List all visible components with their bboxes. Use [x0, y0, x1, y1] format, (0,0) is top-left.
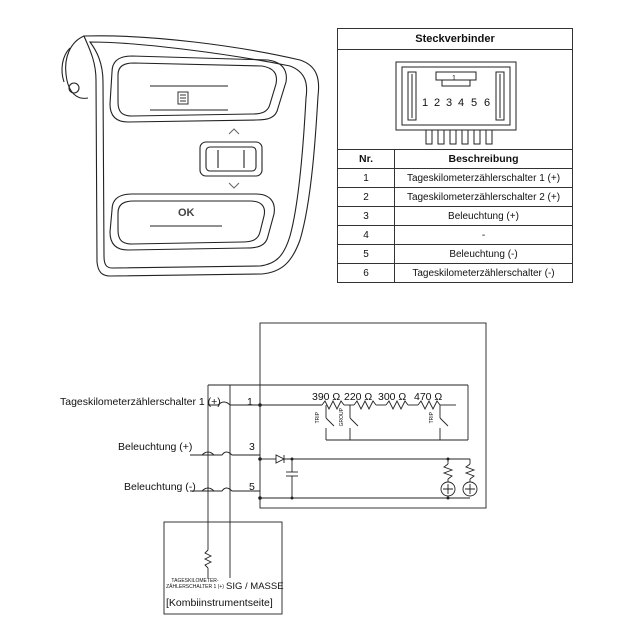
pin-number: 1 — [422, 97, 429, 109]
connector-key-mark: 1 — [452, 75, 456, 82]
row-nr: 4 — [338, 226, 395, 245]
switch-tag: TRIP — [429, 412, 435, 424]
row-desc: Beleuchtung (-) — [395, 245, 573, 264]
resistor-label: 470 Ω — [414, 391, 443, 403]
row-nr: 5 — [338, 245, 395, 264]
row-nr: 6 — [338, 264, 395, 283]
row-desc: Tageskilometerzählerschalter 2 (+) — [395, 188, 573, 207]
header-nr: Nr. — [338, 150, 395, 169]
switch-tag: GROUP — [339, 408, 345, 427]
row-nr: 3 — [338, 207, 395, 226]
cluster-resistor-label: TAGESKILOMETER- ZÄHLERSCHALTER 1 (+) — [166, 578, 224, 590]
pin-number: 2 — [434, 97, 441, 109]
pin-number: 5 — [471, 97, 478, 109]
pin-label-3: 3 — [249, 441, 255, 453]
resistor-label: 300 Ω — [378, 391, 407, 403]
row-desc: Tageskilometerzählerschalter (-) — [395, 264, 573, 283]
pin-label-5: 5 — [249, 481, 255, 493]
switch-module-box — [260, 323, 486, 508]
pin-number: 3 — [446, 97, 453, 109]
ok-label: OK — [178, 207, 195, 219]
header-beschreibung: Beschreibung — [448, 153, 519, 165]
connector-title: Steckverbinder — [338, 29, 572, 50]
pin-label-1: 1 — [247, 396, 253, 408]
row-desc: Tageskilometerzählerschalter 1 (+) — [395, 169, 573, 188]
diode — [276, 455, 284, 463]
cluster-label: [Kombiinstrumentseite] — [166, 597, 273, 609]
sig-masse-label: SIG / MASSE — [226, 581, 284, 592]
pin-number: 4 — [458, 97, 465, 109]
row-desc: - — [395, 226, 573, 245]
resistor-label: 220 Ω — [344, 391, 373, 403]
label-beleuchtung-plus: Beleuchtung (+) — [118, 441, 193, 453]
pin-number: 6 — [484, 97, 491, 109]
resistor-label: 390 Ω — [312, 391, 341, 403]
label-beleuchtung-minus: Beleuchtung (-) — [124, 481, 196, 493]
row-desc: Beleuchtung (+) — [395, 207, 573, 226]
label-trip-switch-1: Tageskilometerzählerschalter 1 (+) — [60, 396, 221, 408]
row-nr: 2 — [338, 188, 395, 207]
row-nr: 1 — [338, 169, 395, 188]
switch-tag: TRIP — [315, 412, 321, 424]
